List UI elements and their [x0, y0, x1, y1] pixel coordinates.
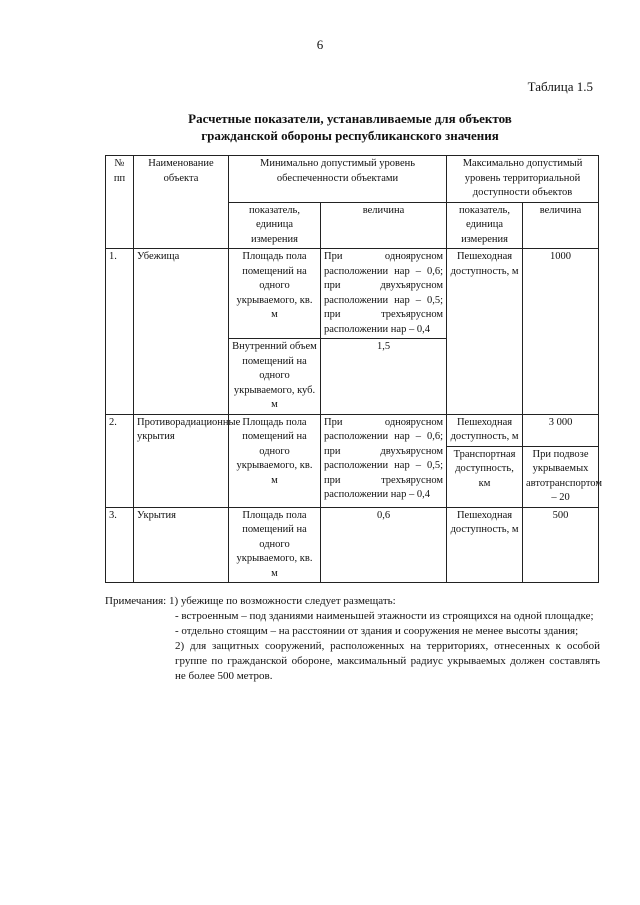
subheader-value-2: величина	[523, 202, 599, 249]
row1-max-value: 1000	[523, 249, 599, 415]
row2-max-indicator-1: Пешеходная доступность, м	[447, 414, 523, 446]
row2-num: 2.	[106, 414, 134, 507]
notes-section	[105, 594, 600, 684]
table-row	[106, 507, 599, 583]
note-item-1b: - отдельно стоящим – на расстоянии от здания и сооружения не менее высоты здания;	[175, 625, 579, 637]
subheader-indicator: показатель, единица измерения	[229, 202, 321, 249]
row2-max-value-1: 3 000	[523, 414, 599, 446]
row2-max-value-2: При подвозе укрываемых автотранспортом – 20	[523, 446, 599, 507]
row2-min-value: При одноярусном расположении нар – 0,6; при двухъярусном расположении нар – 0,5; при трехъярусном расположении нар – 0,4	[321, 414, 447, 507]
row1-min-value-1: При одноярусном расположении нар – 0,6; при двухъярусном расположении нар – 0,5; при трехъярусном расположении нар – 0,4	[321, 249, 447, 339]
subheader-value: величина	[321, 202, 447, 249]
row1-max-indicator: Пешеходная доступность, м	[447, 249, 523, 415]
table-label: Таблица 1.5	[527, 79, 593, 94]
table-row	[106, 414, 599, 446]
subheader-indicator-2: показатель, единица измерения	[447, 202, 523, 249]
header-max-level: Максимально допустимый уровень территориальной доступности объектов	[447, 156, 599, 203]
table-title	[100, 110, 600, 144]
row3-name: Укрытия	[134, 507, 229, 583]
row2-min-indicator: Площадь пола помещений на одного укрываемого, кв. м	[229, 414, 321, 507]
row1-min-indicator-1: Площадь пола помещений на одного укрываемого, кв. м	[229, 249, 321, 339]
header-min-level: Минимально допустимый уровень обеспеченности объектами	[229, 156, 447, 203]
header-num: № пп	[106, 156, 134, 249]
row1-num: 1.	[106, 249, 134, 415]
row2-max-indicator-2: Транспортная доступность, км	[447, 446, 523, 507]
table-title-line2: гражданской обороны республиканского значения	[201, 128, 499, 143]
note-item-1a: - встроенным – под зданиями наименьшей этажности из строящихся на одной площадке;	[175, 610, 594, 622]
notes-lead: Примечания:	[105, 595, 169, 607]
page-number: 6	[316, 37, 324, 52]
note-item-2: 2) для защитных сооружений, расположенных на территориях, отнесенных к особой группе по гражданской обороне, максимальный радиус укрываемых должен составлять не более 500 метров.	[175, 640, 600, 682]
row1-min-value-2: 1,5	[321, 339, 447, 415]
row3-num: 3.	[106, 507, 134, 583]
row1-min-indicator-2: Внутренний объем помещений на одного укрываемого, куб. м	[229, 339, 321, 415]
table-row	[106, 249, 599, 339]
row3-min-indicator: Площадь пола помещений на одного укрываемого, кв. м	[229, 507, 321, 583]
header-name: Наименование объекта	[134, 156, 229, 249]
table-title-line1: Расчетные показатели, устанавливаемые для объектов	[188, 111, 512, 126]
row2-name: Противорадиационные укрытия	[134, 414, 229, 507]
standards-table	[105, 155, 602, 583]
row1-name: Убежища	[134, 249, 229, 415]
header-row	[106, 156, 599, 203]
row3-min-value: 0,6	[321, 507, 447, 583]
row3-max-indicator: Пешеходная доступность, м	[447, 507, 523, 583]
row3-max-value: 500	[523, 507, 599, 583]
note-item-1: 1) убежище по возможности следует размещать:	[168, 595, 396, 607]
